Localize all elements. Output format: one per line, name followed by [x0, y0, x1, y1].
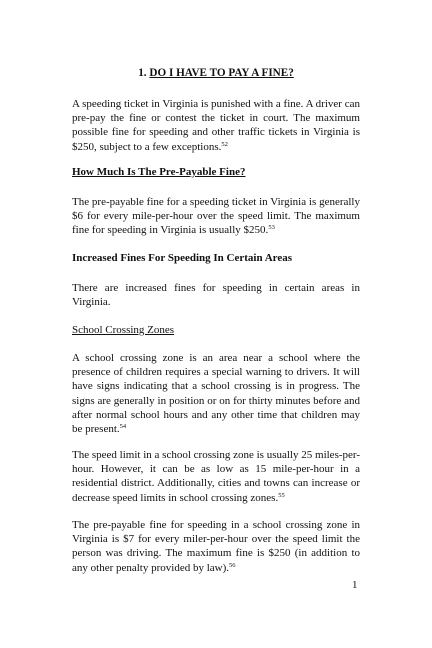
footnote-marker: 56	[229, 561, 236, 569]
chapter-heading	[72, 66, 360, 80]
school-zone-paragraph-1: A school crossing zone is an area near a school where the presence of children requires a special warning to drivers. It will have signs indicating that a school crossing is in progress. The signs are generally in position or on for thirty minutes before and after normal school hours and any other time that children may be present.$^{54}$	[72, 352, 360, 436]
heading-number: 1.	[138, 67, 147, 79]
footnote-marker: 55	[278, 491, 285, 499]
heading-title: DO I HAVE TO PAY A FINE?	[149, 67, 294, 79]
footnote-marker: 54	[119, 423, 127, 431]
section-heading-prepayable: How Much Is The Pre-Payable Fine?	[72, 166, 246, 178]
intro-paragraph: A speeding ticket in Virginia is punished with a fine. A driver can pre-pay the fine or contest the ticket in court. The maximum possible fine for speeding and other traffic tickets in Virginia is $250, subject to a few exceptions.$^{52}$	[72, 98, 360, 153]
prepayable-paragraph: The pre-payable fine for a speeding ticket in Virginia is generally $6 for every mile-per-hour over the speed limit. The maximum fine for speeding in Virginia is usually $250.53	[72, 196, 360, 237]
footnote-marker: 52	[221, 140, 228, 148]
school-zone-paragraph-2: The speed limit in a school crossing zone is usually 25 miles-per-hour. However, it can be as low as 15 mile-per-hour in a residential district. Additionally, cities and towns can increase or decrease speed limits in school crossing zones.$^{55}$	[72, 449, 360, 504]
section-heading-school-zones: School Crossing Zones	[72, 324, 175, 336]
school-zone-paragraph-3: The pre-payable fine for speeding in a school crossing zone in Virginia is $7 for every miler-per-hour over the speed limit the person was driving. The maximum fine is $250 (in addition to any other penalty provided by law).$^{56}$	[72, 519, 360, 574]
page-number: 1	[352, 579, 358, 591]
section-heading-increased-fines: Increased Fines For Speeding In Certain Areas	[72, 252, 293, 264]
footnote-marker: 53	[268, 224, 275, 232]
increased-fines-paragraph: There are increased fines for speeding in certain areas in Virginia.	[72, 282, 360, 309]
